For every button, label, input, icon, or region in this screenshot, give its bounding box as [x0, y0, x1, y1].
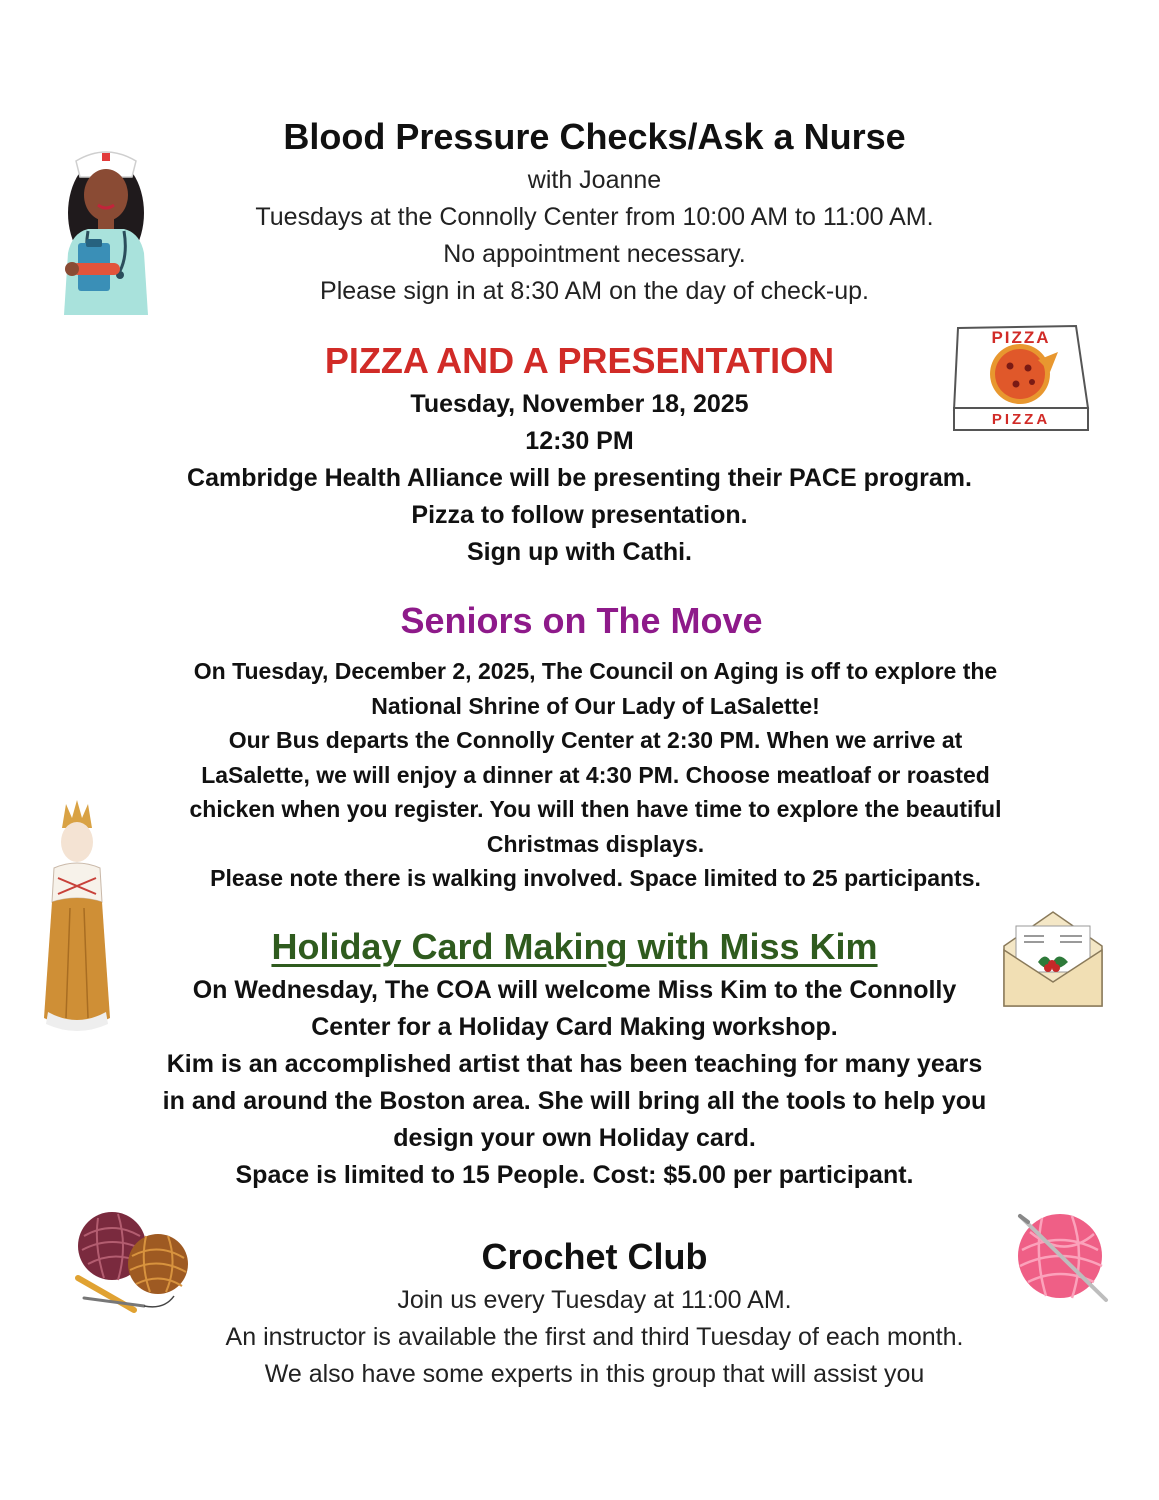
seniors-line: LaSalette, we will enjoy a dinner at 4:30 PM. Choose meatloaf or roasted [201, 761, 990, 788]
pizza-line: Tuesday, November 18, 2025 [410, 390, 749, 418]
pink-yarn-icon [1014, 1210, 1110, 1304]
seniors-line: Our Bus departs the Connolly Center at 2:30 PM. When we arrive at [228, 727, 963, 753]
pizza-line: Sign up with Cathi. [467, 538, 692, 566]
card-line: Space is limited to 15 People. Cost: $5.00 per participant. [235, 1161, 914, 1189]
seniors-line: National Shrine of Our Lady of LaSalette! [371, 692, 820, 719]
card-title: Holiday Card Making with Miss Kim [271, 926, 878, 967]
card-line: design your own Holiday card. [393, 1124, 756, 1152]
blood-pressure-line: Please sign in at 8:30 AM on the day of check-up. [320, 277, 869, 305]
seniors-title: Seniors on The Move [400, 600, 763, 641]
seniors-line: On Tuesday, December 2, 2025, The Council on Aging is off to explore the [193, 658, 998, 684]
pizza-box-label-top: PIZZA [991, 328, 1051, 347]
pizza-line: Cambridge Health Alliance will be presenting their PACE program. [187, 464, 972, 492]
card-line: in and around the Boston area. She will bring all the tools to help you [162, 1087, 987, 1115]
blood-pressure-line: with Joanne [527, 166, 662, 194]
yarn-balls-icon [74, 1206, 192, 1320]
blood-pressure-line: No appointment necessary. [443, 240, 746, 268]
crochet-line: An instructor is available the first and third Tuesday of each month. [225, 1323, 964, 1351]
seniors-line: Please note there is walking involved. Space limited to 25 participants. [210, 865, 981, 891]
crochet-line: Join us every Tuesday at 11:00 AM. [397, 1286, 792, 1314]
card-line: Kim is an accomplished artist that has been teaching for many years [166, 1050, 983, 1078]
pizza-line: 12:30 PM [525, 427, 634, 455]
pizza-line: Pizza to follow presentation. [411, 501, 748, 529]
card-line: On Wednesday, The COA will welcome Miss Kim to the Connolly [192, 976, 957, 1004]
nurse-icon [58, 143, 154, 315]
blood-pressure-line: Tuesdays at the Connolly Center from 10:00 AM to 11:00 AM. [255, 203, 934, 231]
pizza-box-icon [950, 322, 1092, 434]
crochet-title: Crochet Club [481, 1236, 708, 1277]
seniors-line: chicken when you register. You will then have time to explore the beautiful [189, 796, 1002, 822]
envelope-icon [1002, 910, 1104, 1008]
card-section [0, 926, 1159, 1194]
pizza-title: PIZZA AND A PRESENTATION [324, 340, 835, 381]
seniors-section [0, 600, 1159, 896]
seniors-line: Christmas displays. [486, 830, 705, 857]
card-line: Center for a Holiday Card Making workshop. [311, 1013, 838, 1041]
pizza-box-label-bottom: PIZZA [991, 411, 1051, 428]
blood-pressure-section [0, 116, 1159, 310]
crochet-line: We also have some experts in this group that will assist you [264, 1360, 925, 1388]
blood-pressure-title: Blood Pressure Checks/Ask a Nurse [283, 116, 906, 157]
